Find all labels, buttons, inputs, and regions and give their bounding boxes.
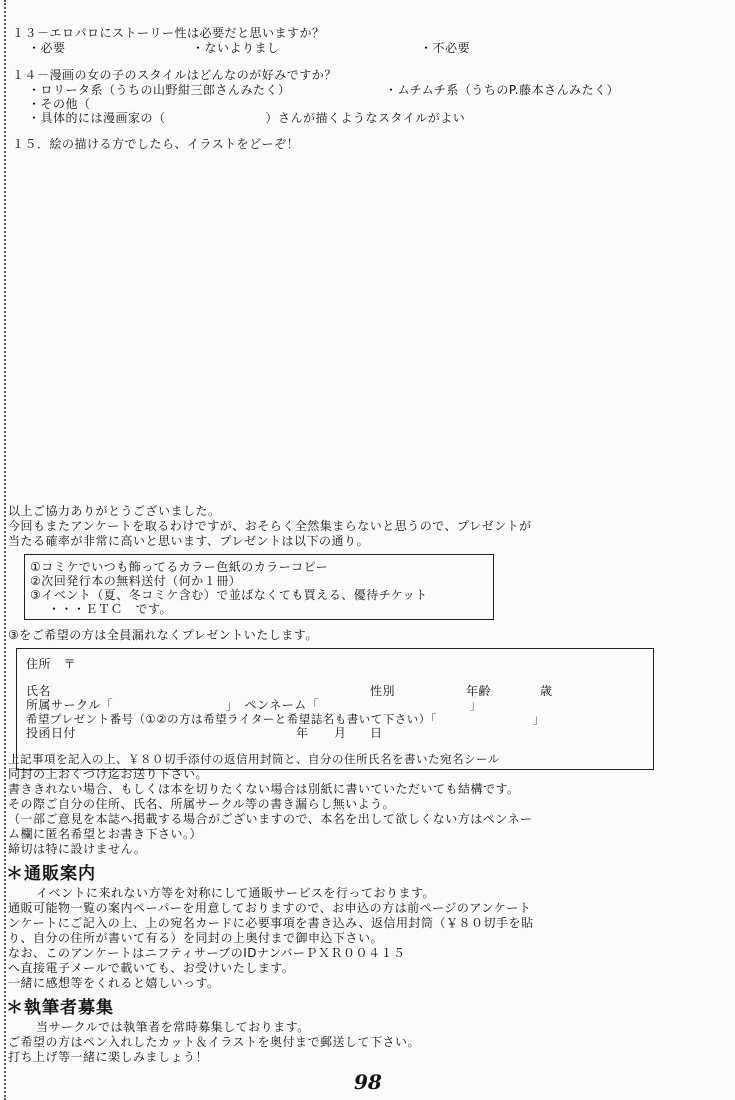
- instructions-line-7: 締切は特に設けません。: [8, 842, 147, 856]
- present-item-3: ③イベント（夏、冬コミケ含む）で並ばなくても買える、優待チケット: [30, 588, 428, 602]
- form-date-label[interactable]: 投函日付: [26, 726, 77, 740]
- present-3-note: ③をご希望の方は全員漏れなくプレゼントいたします。: [8, 628, 318, 642]
- instructions-line-2: 同封の上おくづけ迄お送り下さい。: [8, 767, 209, 781]
- instructions-line-4: その際ご自分の住所、氏名、所属サークル等の書き漏らし無いよう。: [8, 797, 396, 811]
- form-circle-penname[interactable]: 所属サークル「 」 ペンネーム「 」: [26, 698, 482, 712]
- instructions-line-1: 上記事項を記入の上、￥８０切手添付の返信用封筒と、自分の住所氏名を書いた宛名シール: [8, 752, 500, 766]
- form-date-day: 日: [370, 726, 383, 740]
- mailorder-line-7: 一緒に感想等をくれると嬉しいっす。: [8, 976, 220, 990]
- mailorder-heading: ＊通販案内: [6, 864, 96, 884]
- instructions-line-5: （一部ご意見を本誌へ掲載する場合がございますので、本名を出して欲しくない方はペンネー: [8, 812, 533, 826]
- q13-option-necessary[interactable]: ・必要: [28, 41, 66, 55]
- illustration-area[interactable]: [12, 158, 702, 488]
- writers-line-3: 打ち上げ等一緒に楽しみましょう！: [8, 1050, 209, 1064]
- mailorder-line-1: イベントに来れない方等を対称にして通販サービスを行っております。: [36, 886, 436, 900]
- present-item-2: ②次回発行本の無料送付（何か１冊）: [30, 574, 242, 588]
- form-age-label[interactable]: 年齢: [466, 684, 492, 698]
- q14-option-other[interactable]: ・その他（: [28, 97, 91, 111]
- page-number: 98: [354, 1070, 382, 1094]
- mailorder-line-6: へ直接電子メールで載いても、お受けいたします。: [8, 961, 295, 975]
- form-date-year: 年: [296, 726, 309, 740]
- q13-option-unnecessary[interactable]: ・不必要: [420, 41, 471, 55]
- margin-dotted-line: [4, 0, 6, 1100]
- question-14: １４－漫画の女の子のスタイルはどんなのが好みですか？: [12, 68, 337, 82]
- mailorder-line-2: 通販可能物一覧の案内ペーパーを用意しておりますので、お申込の方は前ページのアンケート: [8, 901, 532, 915]
- q14-option-muchimuchi[interactable]: ・ムチムチ系（うちのP.藤本さんみたく）: [385, 83, 620, 97]
- present-item-1: ①コミケでいつも飾ってるカラー色紙のカラーコピー: [30, 560, 329, 574]
- mailorder-line-3: ンケートにご記入の上、上の宛名カードに必要事項を書き込み、返信用封筒（￥８０切手を貼: [8, 916, 534, 930]
- form-date-month: 月: [334, 726, 347, 740]
- instructions-line-3: 書ききれない場合、もしくは本を切りたくない場合は別紙に書いていただいても結構です。: [8, 782, 520, 796]
- form-name[interactable]: 氏名: [26, 684, 52, 698]
- q14-option-specific-artist[interactable]: ・具体的には漫画家の（ ）さんが描くようなスタイルがよい: [28, 111, 466, 125]
- thanks-line-1: 以上ご協力ありがとうございました。: [8, 504, 221, 518]
- form-address[interactable]: 住所 〒: [26, 657, 77, 671]
- thanks-line-2: 今回もまたアンケートを取るわけですが、おそらく全然集まらないと思うので、プレゼントが: [8, 519, 532, 533]
- writers-heading: ＊執筆者募集: [6, 998, 114, 1018]
- q13-option-better-than-none[interactable]: ・ないよりまし: [192, 41, 280, 55]
- mailorder-line-4: り、自分の住所が書いて有る）を同封の上奥付まで御申込下さい。: [8, 931, 384, 945]
- question-15: １５．絵の描ける方でしたら、イラストをどーぞ！: [12, 137, 300, 151]
- form-gender[interactable]: 性別: [370, 684, 396, 698]
- form-age-unit: 歳: [540, 684, 553, 698]
- instructions-line-6: ム欄に匿名希望とお書き下さい。）: [8, 827, 203, 841]
- writers-line-2: ご希望の方はペン入れしたカット＆イラストを奥付まで郵送して下さい。: [8, 1035, 421, 1049]
- mailorder-line-5: なお、このアンケートはニフティサーブのIDナンバーＰＸＲ００４１５: [8, 946, 406, 960]
- question-13: １３－エロパロにストーリー性は必要だと思いますか？: [12, 26, 325, 40]
- thanks-line-3: 当たる確率が非常に高いと思います、プレゼントは以下の通り。: [8, 534, 370, 548]
- writers-line-1: 当サークルでは執筆者を常時募集しております。: [36, 1020, 310, 1034]
- present-item-etc: ・・・ＥＴＣ です。: [48, 602, 173, 616]
- form-present-number[interactable]: 希望プレゼント番号（①②の方は希望ライターと希望誌名も書いて下さい）「 」: [26, 712, 546, 726]
- q14-option-lolita[interactable]: ・ロリータ系（うちの山野紺三郎さんみたく）: [28, 83, 291, 97]
